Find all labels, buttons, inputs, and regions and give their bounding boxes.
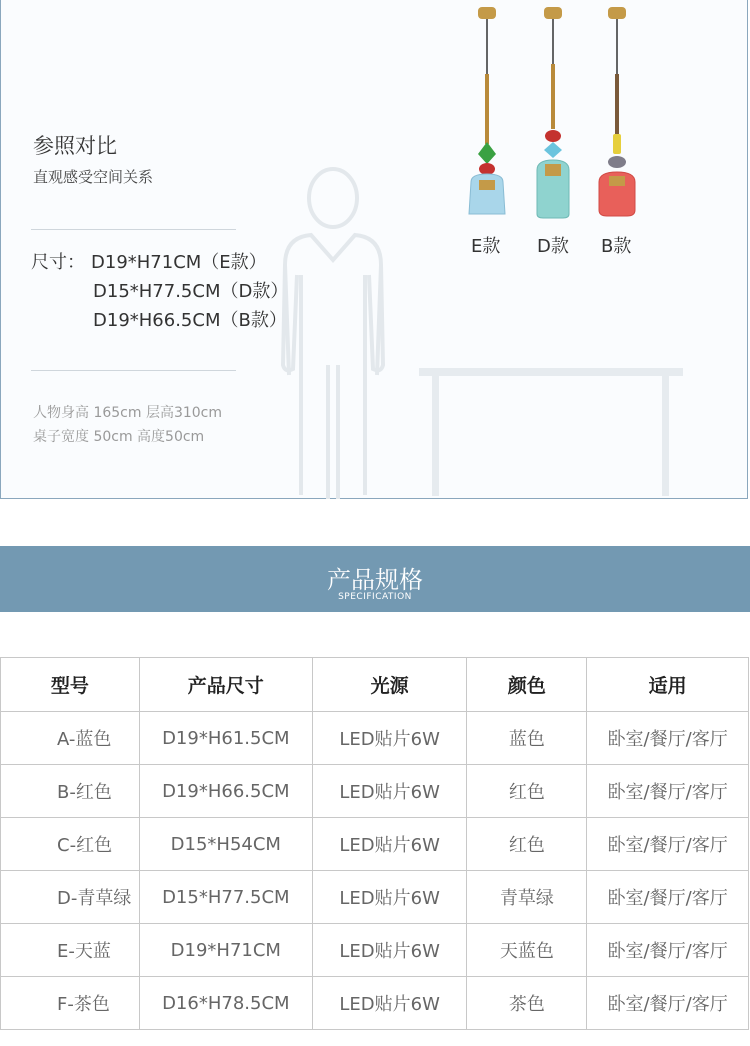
- banner-subtitle: SPECIFICATION: [338, 592, 412, 602]
- cell-light-source: LED贴片6W: [312, 871, 467, 924]
- size-line-e: D19*H71CM（E款）: [91, 252, 267, 273]
- header-application: 适用: [587, 658, 749, 712]
- specification-table: [0, 657, 749, 1030]
- cell-size: D19*H71CM: [139, 924, 312, 977]
- cell-size: D19*H61.5CM: [139, 712, 312, 765]
- comparison-subtitle: 直观感受空间关系: [33, 168, 154, 186]
- cell-size: D16*H78.5CM: [139, 977, 312, 1030]
- pendant-lamp-b-icon: [587, 4, 647, 220]
- table-header-row: [1, 658, 749, 712]
- table-row: [1, 977, 749, 1030]
- divider: [31, 229, 236, 230]
- table-size-note: 桌子宽度 50cm 高度50cm: [33, 429, 205, 445]
- pendant-lamp-e-icon: [457, 4, 517, 220]
- person-height-note: 人物身高 165cm 层高310cm: [33, 405, 223, 421]
- cell-light-source: LED贴片6W: [312, 712, 467, 765]
- cell-application: 卧室/餐厅/客厅: [587, 765, 749, 818]
- divider: [31, 370, 236, 371]
- table-silhouette-icon: [419, 366, 685, 500]
- size-label: 尺寸：: [31, 252, 85, 273]
- cell-size: D15*H54CM: [139, 818, 312, 871]
- cell-color: 蓝色: [467, 712, 587, 765]
- size-line-b: D19*H66.5CM（B款）: [93, 310, 287, 331]
- cell-model: C-红色: [1, 818, 140, 871]
- header-size: 产品尺寸: [139, 658, 312, 712]
- table-row: [1, 712, 749, 765]
- header-light-source: 光源: [312, 658, 467, 712]
- comparison-title: 参照对比: [33, 134, 117, 158]
- cell-application: 卧室/餐厅/客厅: [587, 924, 749, 977]
- cell-light-source: LED贴片6W: [312, 977, 467, 1030]
- cell-application: 卧室/餐厅/客厅: [587, 977, 749, 1030]
- cell-color: 红色: [467, 818, 587, 871]
- cell-model: A-蓝色: [1, 712, 140, 765]
- table-row: [1, 924, 749, 977]
- cell-light-source: LED贴片6W: [312, 818, 467, 871]
- lamp-label-d: D款: [537, 236, 569, 257]
- cell-model: F-茶色: [1, 977, 140, 1030]
- person-silhouette-icon: [271, 165, 396, 499]
- table-row: [1, 871, 749, 924]
- cell-light-source: LED贴片6W: [312, 924, 467, 977]
- cell-size: D15*H77.5CM: [139, 871, 312, 924]
- cell-light-source: LED贴片6W: [312, 765, 467, 818]
- cell-application: 卧室/餐厅/客厅: [587, 712, 749, 765]
- pendant-lamp-d-icon: [523, 4, 583, 220]
- cell-color: 青草绿: [467, 871, 587, 924]
- header-color: 颜色: [467, 658, 587, 712]
- table-row: [1, 765, 749, 818]
- cell-color: 茶色: [467, 977, 587, 1030]
- cell-application: 卧室/餐厅/客厅: [587, 818, 749, 871]
- lamp-label-b: B款: [601, 236, 632, 257]
- header-model: 型号: [1, 658, 140, 712]
- size-line-d: D15*H77.5CM（D款）: [93, 281, 289, 302]
- banner-title: 产品规格: [327, 566, 423, 594]
- reference-comparison-panel: [0, 0, 748, 499]
- table-row: [1, 818, 749, 871]
- cell-model: E-天蓝: [1, 924, 140, 977]
- cell-size: D19*H66.5CM: [139, 765, 312, 818]
- cell-model: D-青草绿: [1, 871, 140, 924]
- cell-model: B-红色: [1, 765, 140, 818]
- lamp-label-e: E款: [471, 236, 501, 257]
- cell-color: 红色: [467, 765, 587, 818]
- cell-application: 卧室/餐厅/客厅: [587, 871, 749, 924]
- cell-color: 天蓝色: [467, 924, 587, 977]
